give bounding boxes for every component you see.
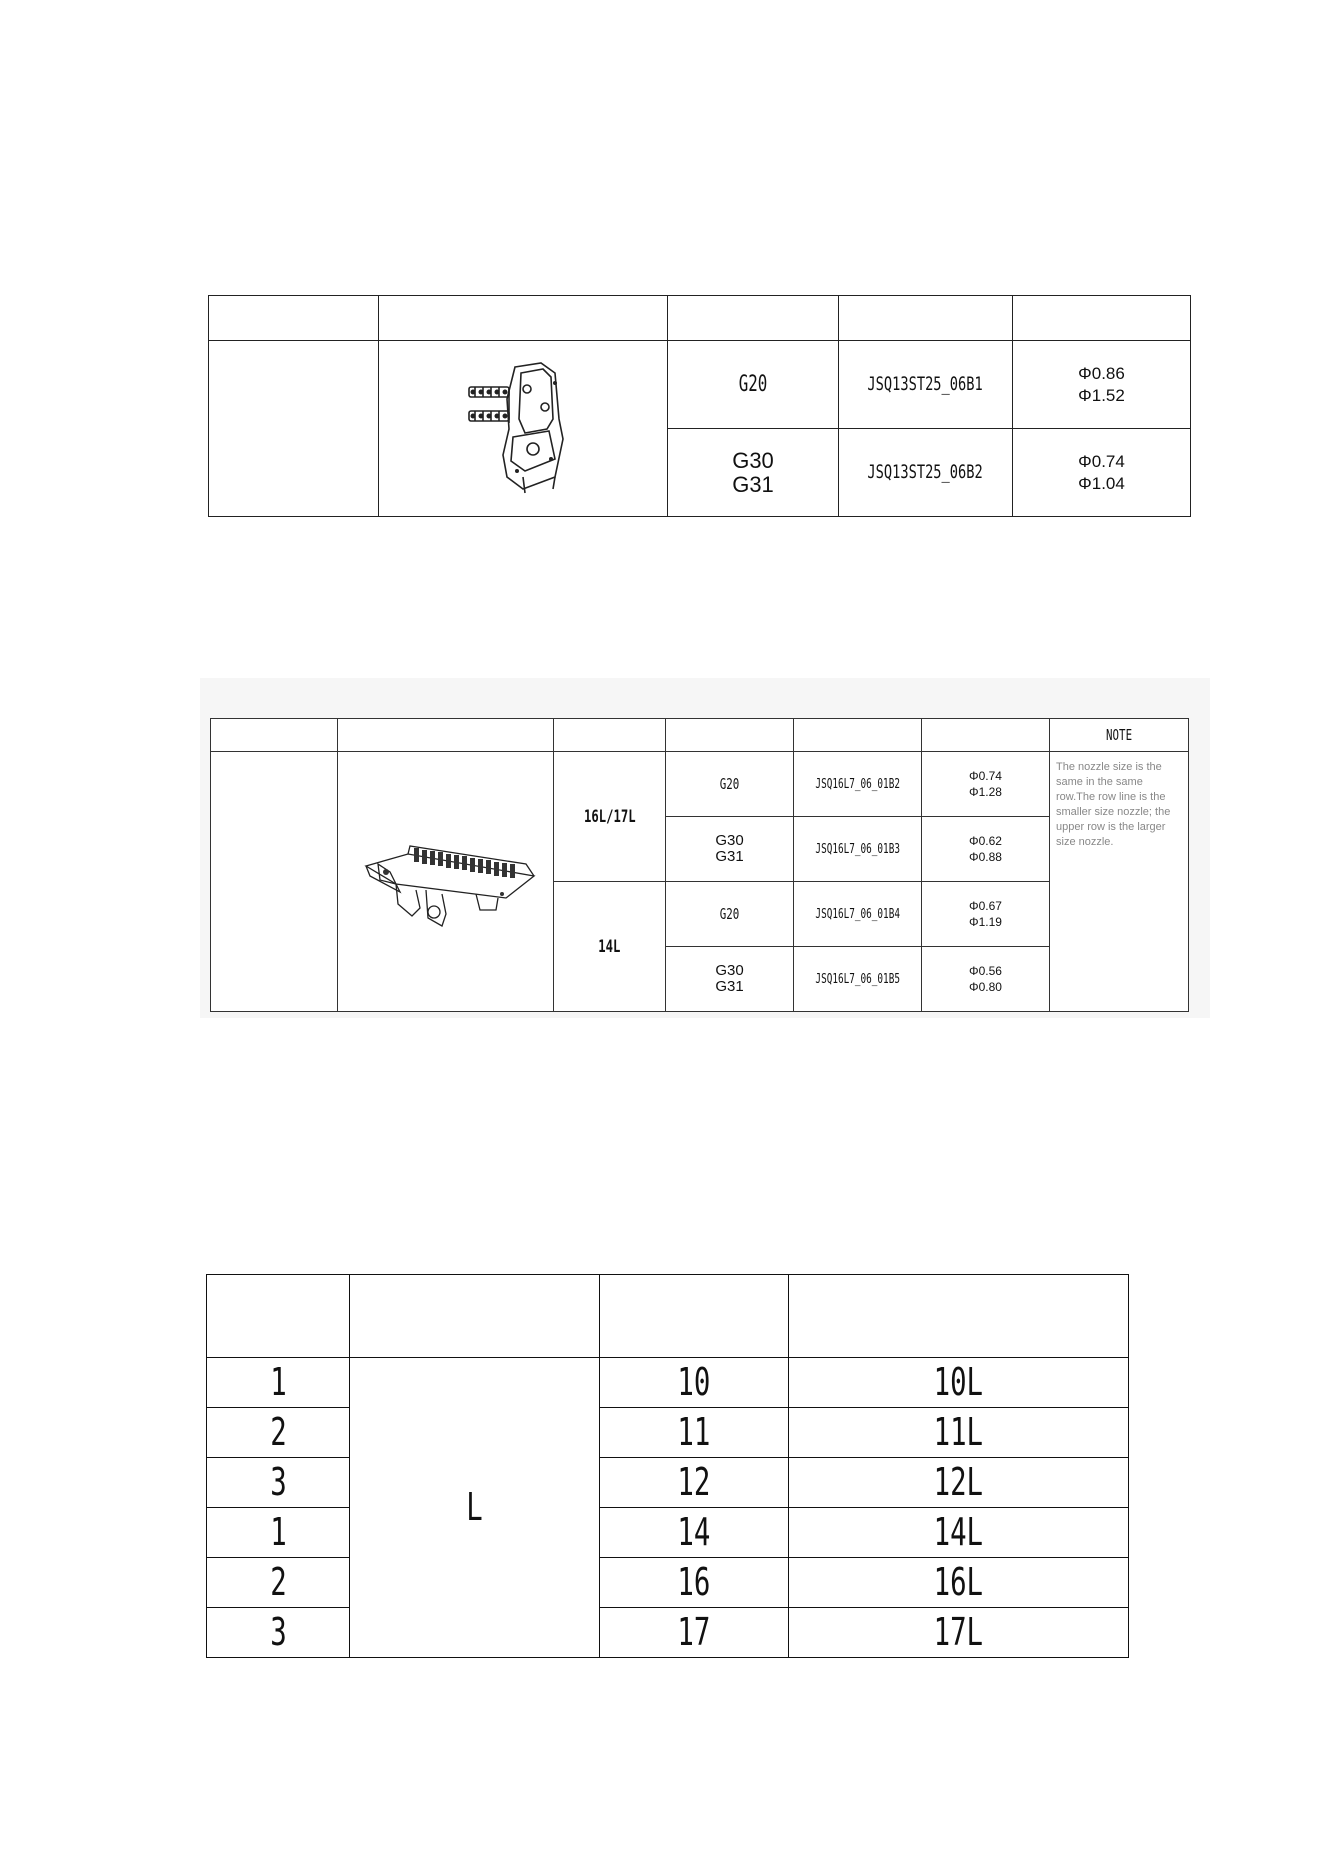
part-code-cell xyxy=(839,341,1013,429)
table-row xyxy=(207,1508,1129,1558)
header-cell xyxy=(350,1275,600,1358)
capacity-cell xyxy=(789,1408,1129,1458)
note-cell xyxy=(1050,752,1189,1012)
header-cell xyxy=(211,719,338,752)
nozzle-size: Φ0.80 xyxy=(969,980,1002,994)
part-code: JSQ16L7_06_01B3 xyxy=(815,842,900,857)
burner-image-cell xyxy=(338,752,554,1012)
number-value: 10 xyxy=(677,1360,711,1404)
header-cell xyxy=(668,296,839,341)
note-header-cell xyxy=(1050,719,1189,752)
nozzle-size: Φ1.04 xyxy=(1078,473,1125,493)
nozzle-size: Φ0.67 xyxy=(969,899,1002,913)
gas-valve-image-cell xyxy=(379,341,668,517)
number-value: 14 xyxy=(677,1510,711,1554)
number-cell xyxy=(600,1608,789,1658)
header-cell xyxy=(338,719,554,752)
part-code-cell xyxy=(794,752,922,817)
capacity-value: 12L xyxy=(933,1460,984,1504)
part-code-cell xyxy=(794,817,922,882)
part-code-cell xyxy=(794,947,922,1012)
index-value: 3 xyxy=(269,1460,287,1504)
capacity-value: 10L xyxy=(933,1360,984,1404)
nozzle-size: Φ0.88 xyxy=(969,850,1002,864)
merged-unit-cell xyxy=(350,1358,600,1658)
index-cell xyxy=(207,1358,350,1408)
gas-type: G20 xyxy=(719,905,740,923)
header-cell xyxy=(207,1275,350,1358)
burner-assembly-drawing xyxy=(356,824,536,934)
part-code: JSQ16L7_06_01B4 xyxy=(815,907,900,922)
nozzle-size-cell xyxy=(1013,341,1191,429)
index-cell xyxy=(207,1608,350,1658)
header-cell xyxy=(666,719,794,752)
capacity-cell xyxy=(789,1608,1129,1658)
index-cell xyxy=(207,1458,350,1508)
part-code-cell xyxy=(794,882,922,947)
table-row xyxy=(211,752,1189,817)
number-cell xyxy=(600,1358,789,1408)
capacity-cell xyxy=(554,882,666,1012)
note-text: The nozzle size is the same in the same row.The row line is the smaller size nozzle; the upper row is the larger size nozzle. xyxy=(1056,761,1171,848)
index-cell xyxy=(207,1408,350,1458)
table-header-row xyxy=(207,1275,1129,1358)
capacity-cell xyxy=(789,1458,1129,1508)
part-code: JSQ13ST25_06B1 xyxy=(867,373,984,395)
gas-type-cell xyxy=(666,947,794,1012)
gas-type: G31 xyxy=(715,848,744,865)
header-cell xyxy=(922,719,1050,752)
header-cell xyxy=(794,719,922,752)
capacity-table-3 xyxy=(206,1274,1129,1658)
note-header: NOTE xyxy=(1105,726,1133,744)
nozzle-size: Φ1.19 xyxy=(969,915,1002,929)
nozzle-size: Φ0.74 xyxy=(969,769,1002,783)
number-value: 16 xyxy=(677,1560,711,1604)
nozzle-size-cell xyxy=(922,882,1050,947)
capacity-value: 11L xyxy=(933,1410,984,1454)
gas-type-cell xyxy=(668,429,839,517)
number-value: 12 xyxy=(677,1460,711,1504)
header-cell xyxy=(789,1275,1129,1358)
table-row xyxy=(207,1558,1129,1608)
unit-value: L xyxy=(466,1485,483,1529)
nozzle-size: Φ1.28 xyxy=(969,785,1002,799)
number-cell xyxy=(600,1558,789,1608)
capacity-cell xyxy=(789,1508,1129,1558)
gas-type: G30 xyxy=(715,962,744,979)
number-cell xyxy=(600,1508,789,1558)
index-value: 1 xyxy=(269,1510,287,1554)
table-row xyxy=(207,1358,1129,1408)
nozzle-size: Φ0.62 xyxy=(969,834,1002,848)
capacity-label: 14L xyxy=(598,936,621,957)
header-cell xyxy=(379,296,668,341)
capacity-value: 14L xyxy=(933,1510,984,1554)
gas-type: G30 xyxy=(732,447,774,473)
nozzle-size-cell xyxy=(922,817,1050,882)
part-code-cell xyxy=(839,429,1013,517)
number-value: 11 xyxy=(677,1410,711,1454)
gas-type-cell xyxy=(666,882,794,947)
index-cell xyxy=(207,1558,350,1608)
table-header-row xyxy=(209,296,1191,341)
gas-type: G31 xyxy=(732,471,774,497)
header-cell xyxy=(209,296,379,341)
part-code: JSQ16L7_06_01B5 xyxy=(815,972,900,987)
nozzle-size-cell xyxy=(922,752,1050,817)
index-value: 2 xyxy=(269,1560,287,1604)
nozzle-size: Φ0.74 xyxy=(1078,451,1125,471)
table-row xyxy=(207,1458,1129,1508)
blank-cell xyxy=(211,752,338,1012)
capacity-value: 17L xyxy=(933,1610,984,1654)
gas-type: G20 xyxy=(719,775,740,793)
nozzle-size: Φ1.52 xyxy=(1078,385,1125,405)
nozzle-size-cell xyxy=(922,947,1050,1012)
header-cell xyxy=(600,1275,789,1358)
blank-cell xyxy=(209,341,379,517)
nozzle-size-cell xyxy=(1013,429,1191,517)
table-row xyxy=(207,1408,1129,1458)
number-cell xyxy=(600,1458,789,1508)
header-cell xyxy=(1013,296,1191,341)
index-value: 1 xyxy=(269,1360,287,1404)
gas-type-cell xyxy=(666,752,794,817)
capacity-cell xyxy=(789,1358,1129,1408)
header-cell xyxy=(554,719,666,752)
gas-valve-drawing xyxy=(463,359,583,494)
table-row xyxy=(209,341,1191,429)
gas-type: G30 xyxy=(715,832,744,849)
capacity-cell xyxy=(789,1558,1129,1608)
header-cell xyxy=(839,296,1013,341)
gas-type: G20 xyxy=(738,371,768,397)
index-value: 2 xyxy=(269,1410,287,1454)
valve-table-1 xyxy=(208,295,1191,517)
nozzle-size: Φ0.56 xyxy=(969,964,1002,978)
table-row xyxy=(207,1608,1129,1658)
burner-table-2 xyxy=(210,718,1189,1012)
gas-type-cell xyxy=(668,341,839,429)
index-value: 3 xyxy=(269,1610,287,1654)
nozzle-size: Φ0.86 xyxy=(1078,363,1125,383)
capacity-value: 16L xyxy=(933,1560,984,1604)
number-value: 17 xyxy=(677,1610,711,1654)
index-cell xyxy=(207,1508,350,1558)
capacity-cell xyxy=(554,752,666,882)
part-code: JSQ16L7_06_01B2 xyxy=(815,777,900,792)
number-cell xyxy=(600,1408,789,1458)
gas-type-cell xyxy=(666,817,794,882)
gas-type: G31 xyxy=(715,978,744,995)
capacity-label: 16L/17L xyxy=(583,806,636,827)
part-code: JSQ13ST25_06B2 xyxy=(867,461,984,483)
table-header-row xyxy=(211,719,1189,752)
